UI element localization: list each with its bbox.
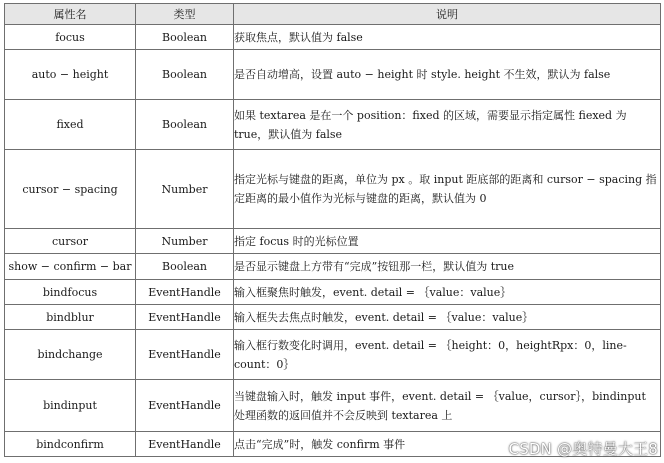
property-description: 当键盘输入时，触发 input 事件，event. detail = ｛value，cursor｝，bindinput 处理函数的返回值并不会反映到 textarea 上 — [234, 380, 661, 432]
property-name: bindconfirm — [5, 432, 136, 457]
property-name: cursor − spacing — [5, 150, 136, 229]
table-row — [5, 229, 661, 254]
header-description: 说明 — [234, 4, 661, 25]
table-row — [5, 330, 661, 380]
property-description: 如果 textarea 是在一个 position：fixed 的区域，需要显示指定属性 fiexed 为 true，默认值为 false — [234, 100, 661, 150]
property-description: 是否显示键盘上方带有“完成”按钮那一栏，默认值为 true — [234, 254, 661, 280]
table-header-row — [5, 4, 661, 25]
property-description: 获取焦点，默认值为 false — [234, 25, 661, 50]
property-name: show − confirm − bar — [5, 254, 136, 280]
property-name: focus — [5, 25, 136, 50]
property-type: EventHandle — [136, 432, 234, 457]
property-name: bindinput — [5, 380, 136, 432]
property-description: 指定光标与键盘的距离，单位为 px 。取 input 距底部的距离和 cursor − spacing 指定距离的最小值作为光标与键盘的距离，默认值为 0 — [234, 150, 661, 229]
property-type: Number — [136, 229, 234, 254]
table-row — [5, 380, 661, 432]
property-description: 点击“完成”时，触发 confirm 事件 — [234, 432, 661, 457]
property-description: 输入框聚焦时触发，event. detail = ｛value：value｝ — [234, 280, 661, 305]
property-type: EventHandle — [136, 280, 234, 305]
property-name: bindchange — [5, 330, 136, 380]
property-name: fixed — [5, 100, 136, 150]
table-row — [5, 50, 661, 100]
property-description: 指定 focus 时的光标位置 — [234, 229, 661, 254]
property-type: EventHandle — [136, 330, 234, 380]
table-row — [5, 254, 661, 280]
property-description: 输入框失去焦点时触发，event. detail = ｛value：value｝ — [234, 305, 661, 330]
table-row — [5, 150, 661, 229]
header-type: 类型 — [136, 4, 234, 25]
property-name: cursor — [5, 229, 136, 254]
table-row — [5, 280, 661, 305]
header-name: 属性名 — [5, 4, 136, 25]
property-type: EventHandle — [136, 305, 234, 330]
property-name: bindblur — [5, 305, 136, 330]
table-row — [5, 100, 661, 150]
property-type: Boolean — [136, 50, 234, 100]
property-description: 是否自动增高，设置 auto − height 时 style. height 不生效，默认为 false — [234, 50, 661, 100]
properties-table — [4, 3, 661, 457]
property-description: 输入框行数变化时调用，event. detail = ｛height：0，heightRpx：0，line-count：0｝ — [234, 330, 661, 380]
csdn-watermark: CSDN @奥特曼大王8 — [508, 440, 658, 458]
property-type: Number — [136, 150, 234, 229]
property-type: Boolean — [136, 25, 234, 50]
property-type: Boolean — [136, 254, 234, 280]
property-name: bindfocus — [5, 280, 136, 305]
table-row — [5, 25, 661, 50]
table-row — [5, 305, 661, 330]
property-type: Boolean — [136, 100, 234, 150]
property-name: auto − height — [5, 50, 136, 100]
property-type: EventHandle — [136, 380, 234, 432]
